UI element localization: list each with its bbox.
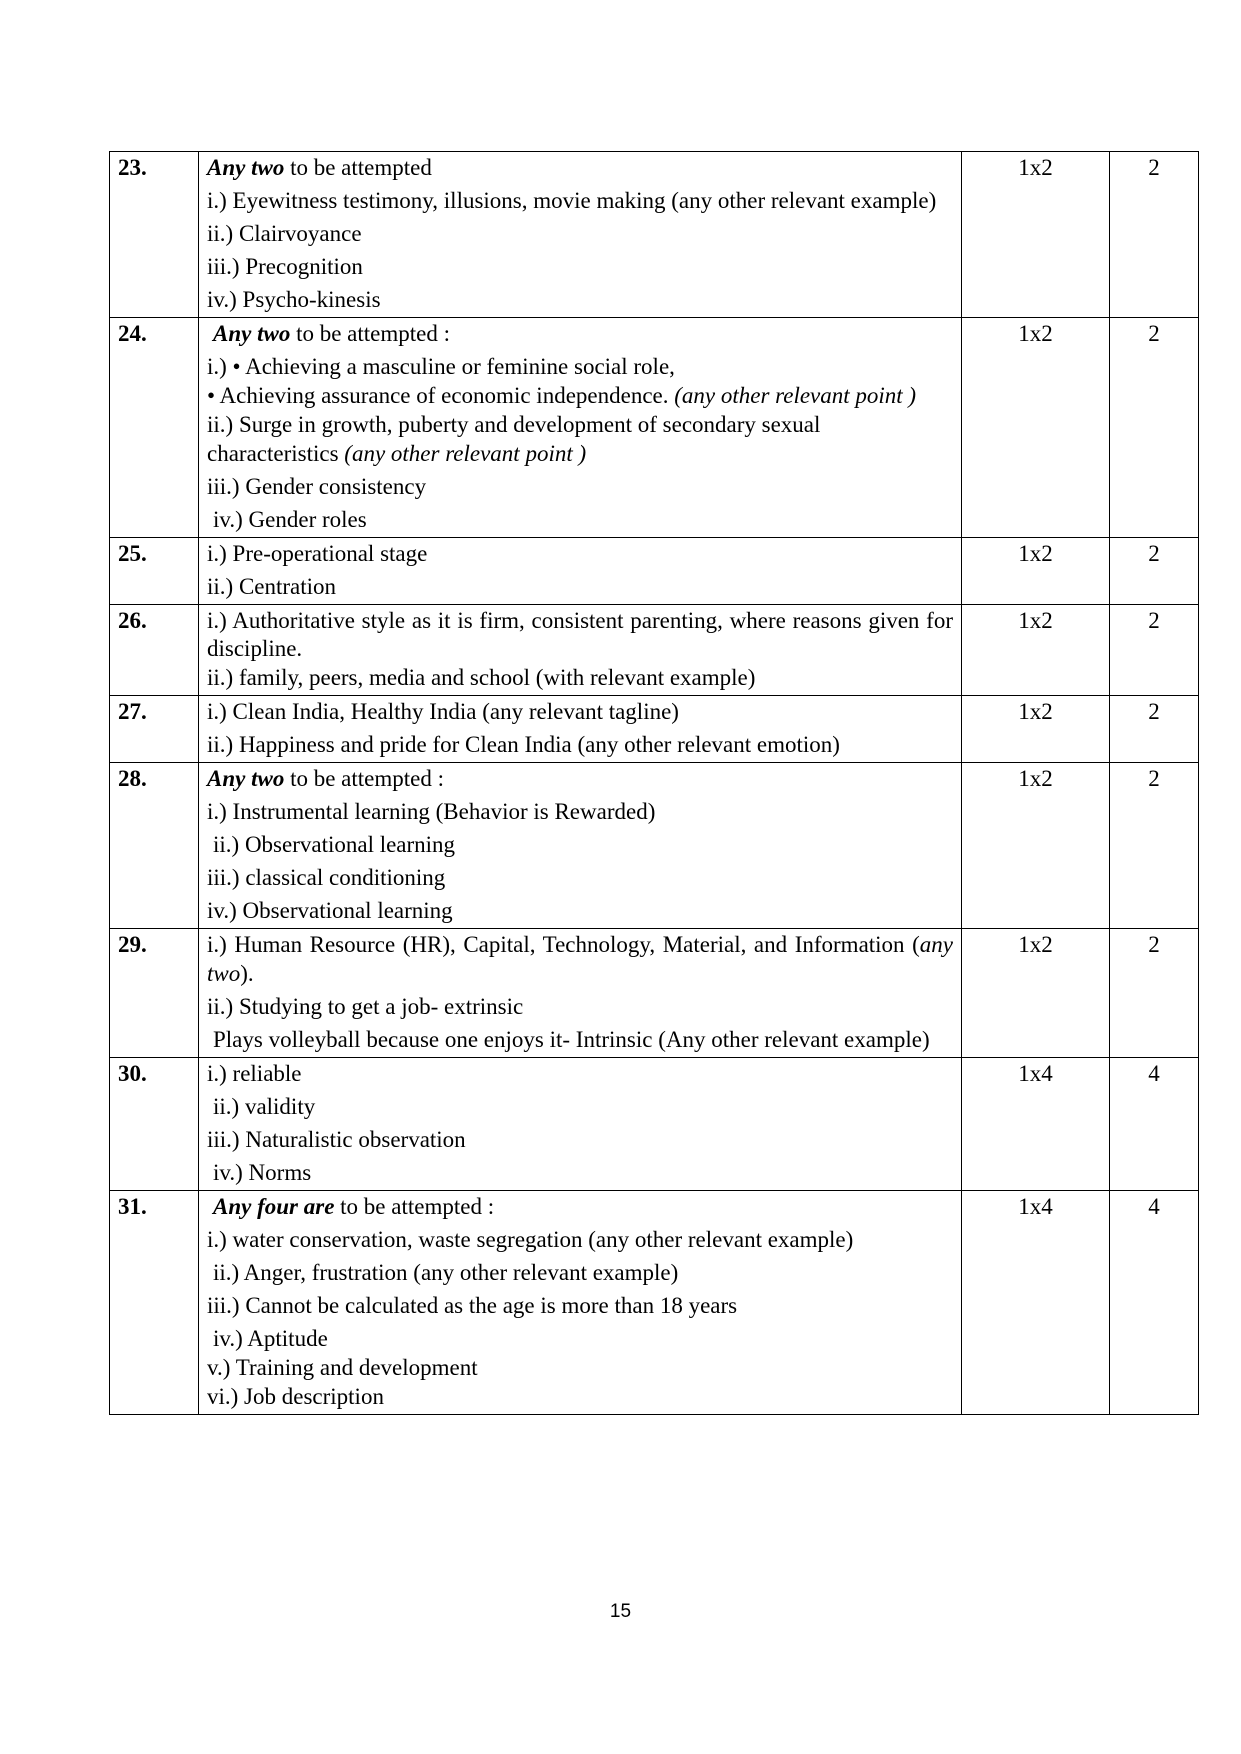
table-row xyxy=(110,696,1199,763)
answer-note: any two xyxy=(207,932,953,986)
answer-line: iii.) classical conditioning xyxy=(207,865,446,890)
answer-line: ii.) Anger, frustration (any other relevant example) xyxy=(213,1259,679,1285)
page-number: 15 xyxy=(609,1601,632,1622)
answer-line: i.) Instrumental learning (Behavior is Rewarded) xyxy=(207,799,656,824)
table-row xyxy=(110,604,1199,696)
total-marks: 2 xyxy=(1110,696,1199,763)
total-marks: 2 xyxy=(1110,152,1199,318)
answer-line: Plays volleyball because one enjoys it- Intrinsic (Any other relevant example) xyxy=(213,1026,930,1052)
answer-line: i.) water conservation, waste segregation (any other relevant example) xyxy=(207,1226,854,1252)
answer-lead-rest: to be attempted : xyxy=(334,1193,495,1219)
answer-lead: Any two xyxy=(207,155,285,180)
answer-lead: Any two xyxy=(213,321,291,346)
mark-distribution: 1x2 xyxy=(962,537,1110,604)
answer-line: i.) Pre-operational stage xyxy=(207,540,428,566)
total-marks: 4 xyxy=(1110,1057,1199,1190)
answer-line: ii.) Studying to get a job- extrinsic xyxy=(207,993,524,1019)
answer-line: i.) Clean India, Healthy India (any relevant tagline) xyxy=(207,699,679,724)
answer-note: (any other relevant point ) xyxy=(344,440,587,466)
answer-cell xyxy=(199,1190,962,1414)
mark-distribution: 1x4 xyxy=(962,1057,1110,1190)
answer-cell xyxy=(199,604,962,696)
question-number: 29. xyxy=(110,929,199,1058)
answer-line: iii.) Naturalistic observation xyxy=(207,1126,466,1152)
table-row xyxy=(110,537,1199,604)
answer-cell xyxy=(199,763,962,929)
answer-cell xyxy=(199,929,962,1058)
answer-line: iii.) Gender consistency xyxy=(207,473,427,499)
answer-cell xyxy=(199,1057,962,1190)
question-number: 28. xyxy=(110,763,199,929)
answer-cell xyxy=(199,696,962,763)
table-row xyxy=(110,152,1199,318)
total-marks: 2 xyxy=(1110,318,1199,538)
mark-distribution: 1x2 xyxy=(962,763,1110,929)
answer-line-end: ). xyxy=(240,960,254,986)
table-row xyxy=(110,318,1199,538)
table-row xyxy=(110,1190,1199,1414)
answer-line: ii.) Happiness and pride for Clean India (any other relevant emotion) xyxy=(207,732,840,757)
answer-lead-rest: to be attempted : xyxy=(290,321,451,346)
answer-line: iv.) Norms xyxy=(213,1159,312,1185)
question-number: 30. xyxy=(110,1057,199,1190)
question-number: 26. xyxy=(110,604,199,696)
answer-line: ii.) family, peers, media and school (with relevant example) xyxy=(207,665,756,690)
table-row xyxy=(110,1057,1199,1190)
answer-line: i.) Human Resource (HR), Capital, Technology, Material, and Information ( xyxy=(207,932,920,957)
mark-distribution: 1x2 xyxy=(962,152,1110,318)
question-number: 27. xyxy=(110,696,199,763)
question-number: 24. xyxy=(110,318,199,538)
marking-scheme-table xyxy=(109,151,1199,1415)
answer-cell xyxy=(199,537,962,604)
total-marks: 2 xyxy=(1110,537,1199,604)
total-marks: 2 xyxy=(1110,763,1199,929)
answer-note: (any other relevant point ) xyxy=(674,383,917,408)
answer-line: iv.) Gender roles xyxy=(213,506,367,532)
answer-line: ii.) Clairvoyance xyxy=(207,221,362,246)
mark-distribution: 1x2 xyxy=(962,318,1110,538)
answer-cell xyxy=(199,152,962,318)
answer-line: ii.) Centration xyxy=(207,573,337,599)
answer-line: iv.) Psycho-kinesis xyxy=(207,287,381,312)
question-number: 23. xyxy=(110,152,199,318)
answer-cell xyxy=(199,318,962,538)
answer-line: i.) Authoritative style as it is firm, consistent parenting, where reasons given for discipline. xyxy=(207,607,953,662)
mark-distribution: 1x2 xyxy=(962,604,1110,696)
total-marks: 4 xyxy=(1110,1190,1199,1414)
answer-line: i.) reliable xyxy=(207,1060,302,1086)
mark-distribution: 1x4 xyxy=(962,1190,1110,1414)
answer-line: i.) Eyewitness testimony, illusions, movie making (any other relevant example) xyxy=(207,188,937,213)
answer-line: i.) • Achieving a masculine or feminine social role, xyxy=(207,354,675,379)
answer-line: ii.) Surge in growth, puberty and development of secondary sexual characteristics xyxy=(207,412,821,466)
answer-line: iv.) Aptitude xyxy=(213,1325,328,1351)
table-row xyxy=(110,929,1199,1058)
mark-distribution: 1x2 xyxy=(962,696,1110,763)
table-row xyxy=(110,763,1199,929)
answer-lead-rest: to be attempted : xyxy=(284,766,445,791)
answer-lead: Any two xyxy=(207,766,285,791)
answer-line: iii.) Cannot be calculated as the age is more than 18 years xyxy=(207,1292,738,1318)
total-marks: 2 xyxy=(1110,929,1199,1058)
question-number: 31. xyxy=(110,1190,199,1414)
answer-lead: Any four are xyxy=(213,1193,335,1219)
answer-line: ii.) validity xyxy=(213,1093,316,1119)
answer-line: • Achieving assurance of economic independence. xyxy=(207,383,675,408)
answer-line: vi.) Job description xyxy=(207,1383,384,1409)
question-number: 25. xyxy=(110,537,199,604)
answer-line: ii.) Observational learning xyxy=(213,832,456,857)
answer-line: iv.) Observational learning xyxy=(207,898,453,923)
mark-distribution: 1x2 xyxy=(962,929,1110,1058)
answer-lead-rest: to be attempted xyxy=(284,155,432,180)
total-marks: 2 xyxy=(1110,604,1199,696)
answer-line: v.) Training and development xyxy=(207,1354,478,1380)
answer-line: iii.) Precognition xyxy=(207,254,363,279)
